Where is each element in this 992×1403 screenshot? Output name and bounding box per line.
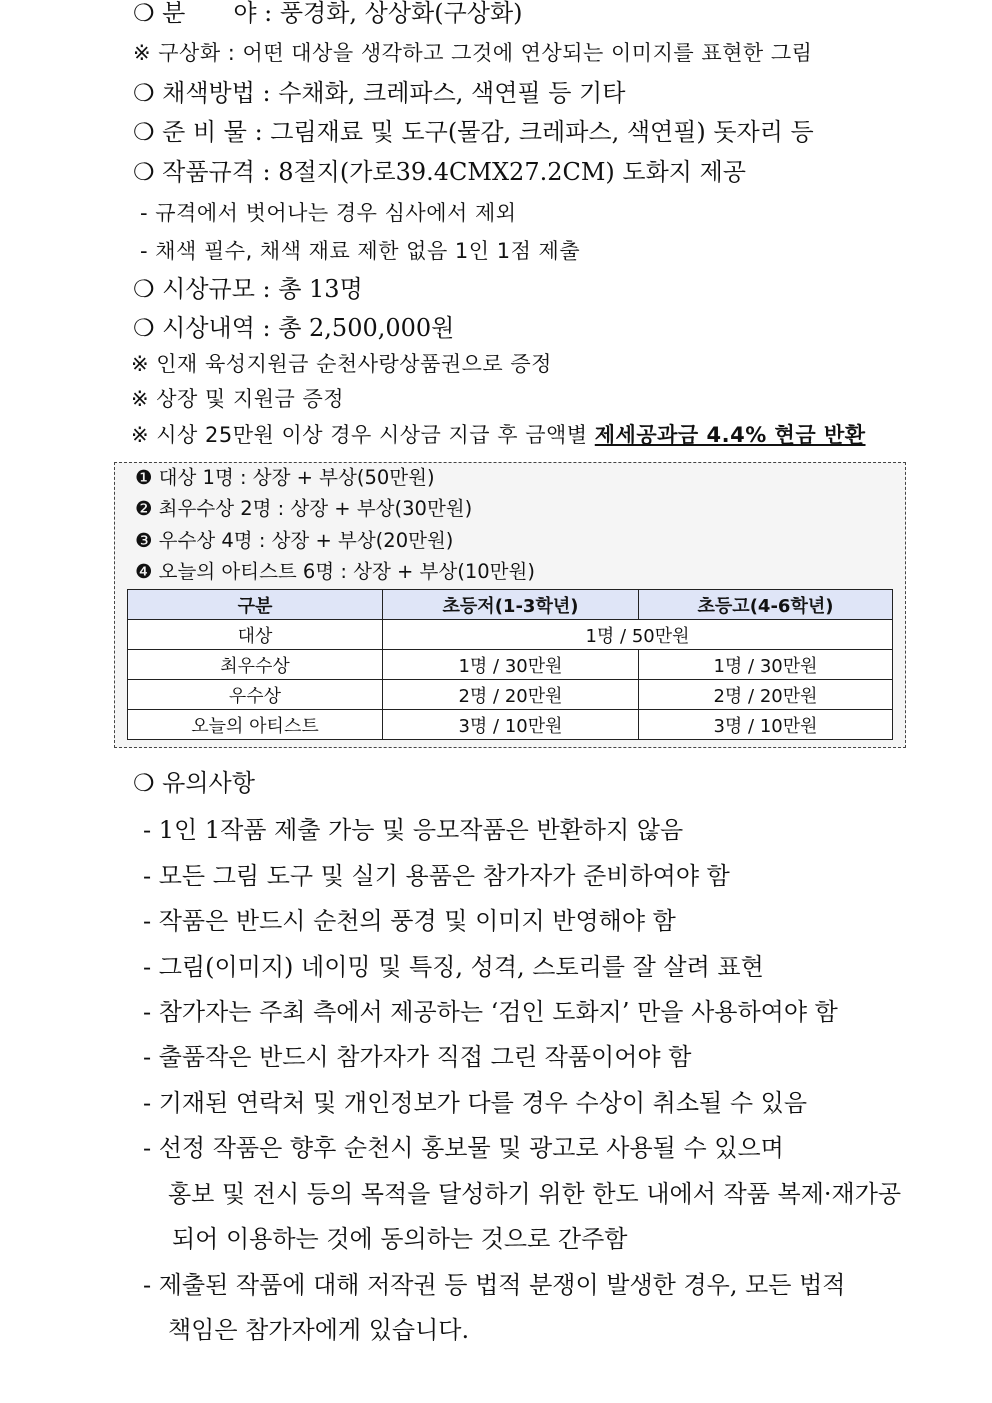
table-row [128, 680, 893, 710]
notes-item: - 모든 그림 도구 및 실기 용품은 참가자가 준비하여야 함 [143, 862, 730, 890]
cell-high-grade: 3명 / 10만원 [639, 710, 893, 740]
table-row [128, 650, 893, 680]
cell-low-grade: 2명 / 20만원 [383, 680, 639, 710]
award-scale-line: ❍ 시상규모 : 총 13명 [133, 275, 363, 303]
size-sub-line: - 채색 필수, 채색 재료 제한 없음 1인 1점 제출 [140, 239, 581, 263]
notes-item: - 선정 작품은 향후 순천시 홍보물 및 광고로 사용될 수 있으며 [143, 1134, 784, 1162]
notes-item-continued: 되어 이용하는 것에 동의하는 것으로 간주함 [172, 1225, 628, 1253]
notes-item: - 출품작은 반드시 참가자가 직접 그린 작품이어야 함 [143, 1043, 692, 1071]
tax-note-prefix: ※ 시상 25만원 이상 경우 시상금 지급 후 금액별 [131, 423, 595, 447]
cell-high-grade: 2명 / 20만원 [639, 680, 893, 710]
field-line: ❍ 분 야 : 풍경화, 상상화(구상화) [133, 0, 523, 27]
notes-item: - 그림(이미지) 네이밍 및 특징, 성격, 스토리를 잘 살려 표현 [143, 953, 764, 981]
table-header: 초등고(4-6학년) [639, 590, 893, 620]
award-item: ❷ 최우수상 2명 : 상장 + 부상(30만원) [135, 497, 473, 520]
grand-prize-value: 1명 / 50만원 [383, 620, 893, 650]
tax-note-emphasis: 제세공과금 4.4% 현금 반환 [594, 423, 866, 447]
note-line: ※ 상장 및 지원금 증정 [131, 387, 345, 411]
cell-low-grade: 3명 / 10만원 [383, 710, 639, 740]
award-box [114, 462, 906, 748]
materials-line: ❍ 준 비 물 : 그림재료 및 도구(물감, 크레파스, 색연필) 돗자리 등 [133, 118, 814, 146]
size-line: ❍ 작품규격 : 8절지(가로39.4CMX27.2CM) 도화지 제공 [133, 158, 746, 186]
row-label: 우수상 [128, 680, 383, 710]
tax-note-line [131, 420, 866, 450]
notes-item: - 작품은 반드시 순천의 풍경 및 이미지 반영해야 함 [143, 907, 676, 935]
notes-item-continued: 홍보 및 전시 등의 목적을 달성하기 위한 한도 내에서 작품 복제·재가공 [168, 1180, 902, 1208]
notes-item-continued: 책임은 참가자에게 있습니다. [168, 1316, 470, 1344]
award-item: ❹ 오늘의 아티스트 6명 : 상장 + 부상(10만원) [135, 560, 535, 583]
award-total-line: ❍ 시상내역 : 총 2,500,000원 [133, 314, 455, 342]
award-item: ❸ 우수상 4명 : 상장 + 부상(20만원) [135, 529, 454, 552]
row-label: 최우수상 [128, 650, 383, 680]
award-item: ❶ 대상 1명 : 상장 + 부상(50만원) [135, 466, 435, 489]
table-row [128, 710, 893, 740]
notes-title: ❍ 유의사항 [133, 769, 255, 797]
note-line: ※ 구상화 : 어떤 대상을 생각하고 그것에 연상되는 이미지를 표현한 그림 [133, 41, 813, 65]
table-row [128, 620, 893, 650]
method-line: ❍ 채색방법 : 수채화, 크레파스, 색연필 등 기타 [133, 79, 626, 107]
cell-high-grade: 1명 / 30만원 [639, 650, 893, 680]
cell-low-grade: 1명 / 30만원 [383, 650, 639, 680]
notes-item: - 제출된 작품에 대해 저작권 등 법적 분쟁이 발생한 경우, 모든 법적 [143, 1271, 846, 1299]
table-header-row [128, 590, 893, 620]
table-header: 구분 [128, 590, 383, 620]
prize-table [127, 589, 893, 740]
notes-item: - 기재된 연락처 및 개인정보가 다를 경우 수상이 취소될 수 있음 [143, 1089, 807, 1117]
row-label: 대상 [128, 620, 383, 650]
row-label: 오늘의 아티스트 [128, 710, 383, 740]
notes-item: - 참가자는 주최 측에서 제공하는 ‘검인 도화지’ 만을 사용하여야 함 [143, 998, 838, 1026]
notes-item: - 1인 1작품 제출 가능 및 응모작품은 반환하지 않음 [143, 816, 684, 844]
note-line: ※ 인재 육성지원금 순천사랑상품권으로 증정 [131, 352, 552, 376]
table-header: 초등저(1-3학년) [383, 590, 639, 620]
size-sub-line: - 규격에서 벗어나는 경우 심사에서 제외 [140, 201, 517, 225]
